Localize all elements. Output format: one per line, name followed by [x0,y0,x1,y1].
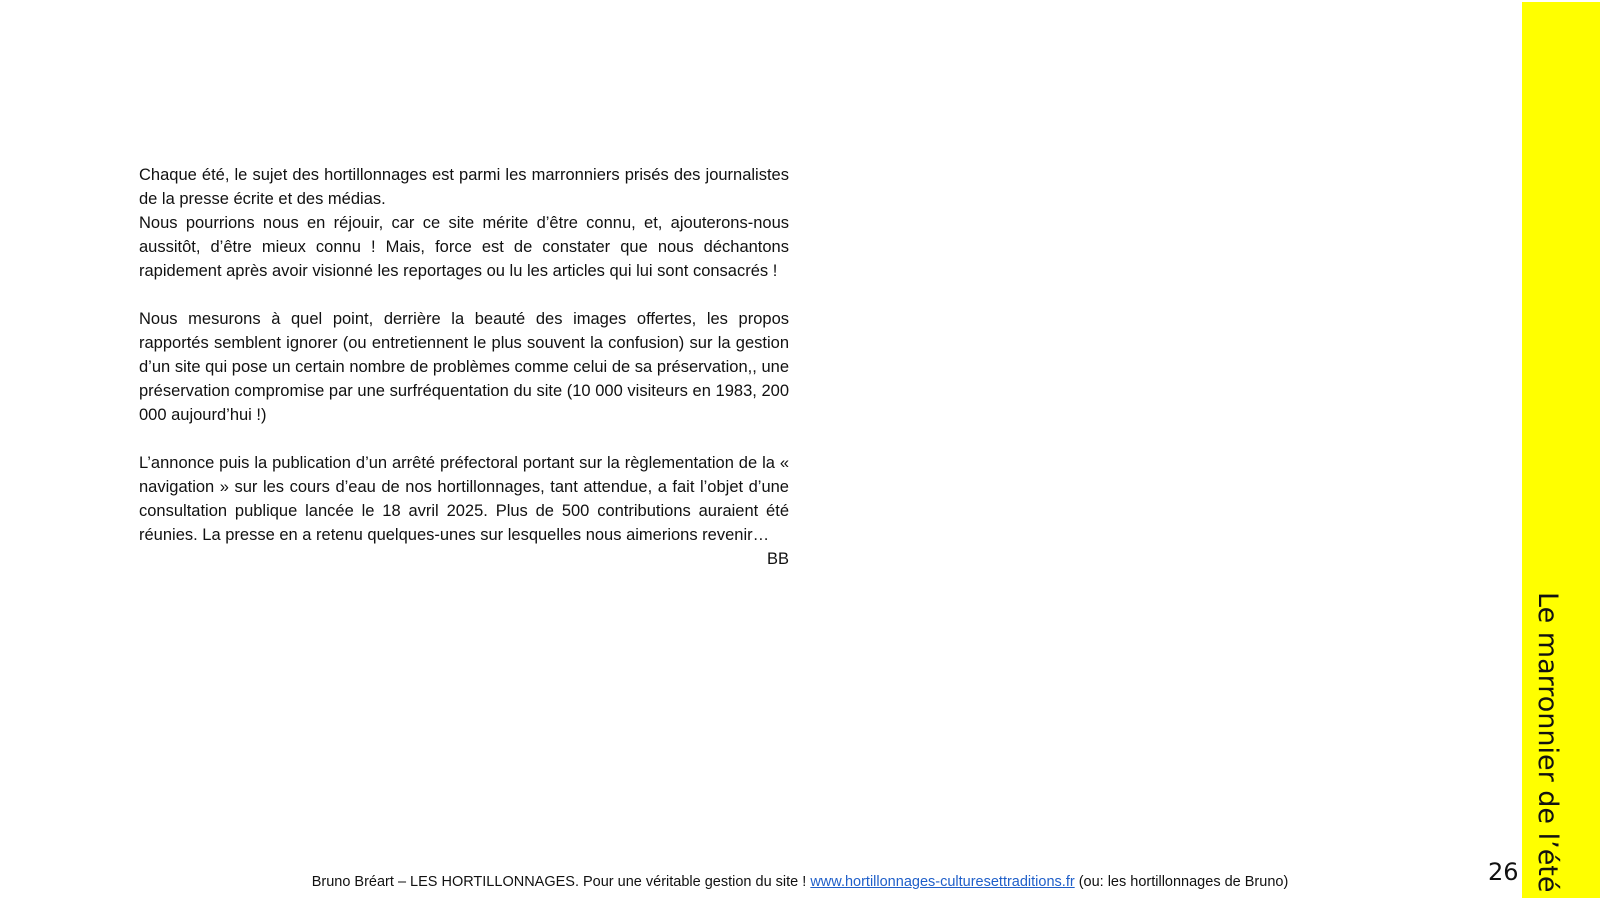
paragraph-2: Nous pourrions nous en réjouir, car ce site mérite d’être connu, et, ajouterons-nous aussitôt, d’être mieux connu ! Mais, force est de constater que nous déchantons rapidement après avoir visionné les reportages ou lu les articles qui lui sont consacrés ! [139,214,789,280]
paragraph-spacer [139,283,789,307]
page-number: 26 [1488,858,1519,886]
signature: BB [766,550,789,568]
article-body [139,163,789,571]
paragraph-4: L’annonce puis la publication d’un arrêté préfectoral portant sur la règlementation de la « navigation » sur les cours d’eau de nos hortillonnages, tant attendue, a fait l’objet d’une consultation publique lancée le 18 avril 2025. Plus de 500 contributions auraient été réunies. La presse en a retenu quelques-unes sur lesquelles nous aimerions revenir… [139,454,789,544]
paragraph-3: Nous mesurons à quel point, derrière la beauté des images offertes, les propos rapportés semblent ignorer (ou entretiennent le plus souvent la confusion) sur la gestion d’un site qui pose un certain nombre de problèmes comme celui de sa préservation,, une préservation compromise par une surfréquentation du site (10 000 visiteurs en 1983, 200 000 aujourd’hui !) [139,310,789,424]
section-title: Le marronnier de l’été [1532,592,1563,893]
footer-link[interactable]: www.hortillonnages-culturesettraditions.fr [810,874,1075,890]
footer-text: Bruno Bréart – LES HORTILLONNAGES. Pour une véritable gestion du site ! [311,874,811,890]
footer-text-suffix: (ou: les hortillonnages de Bruno) [1074,874,1289,890]
paragraph-spacer [139,427,789,451]
footer [0,874,1600,890]
paragraph-1: Chaque été, le sujet des hortillonnages est parmi les marronniers prisés des journalistes de la presse écrite et des médias. [139,166,789,208]
